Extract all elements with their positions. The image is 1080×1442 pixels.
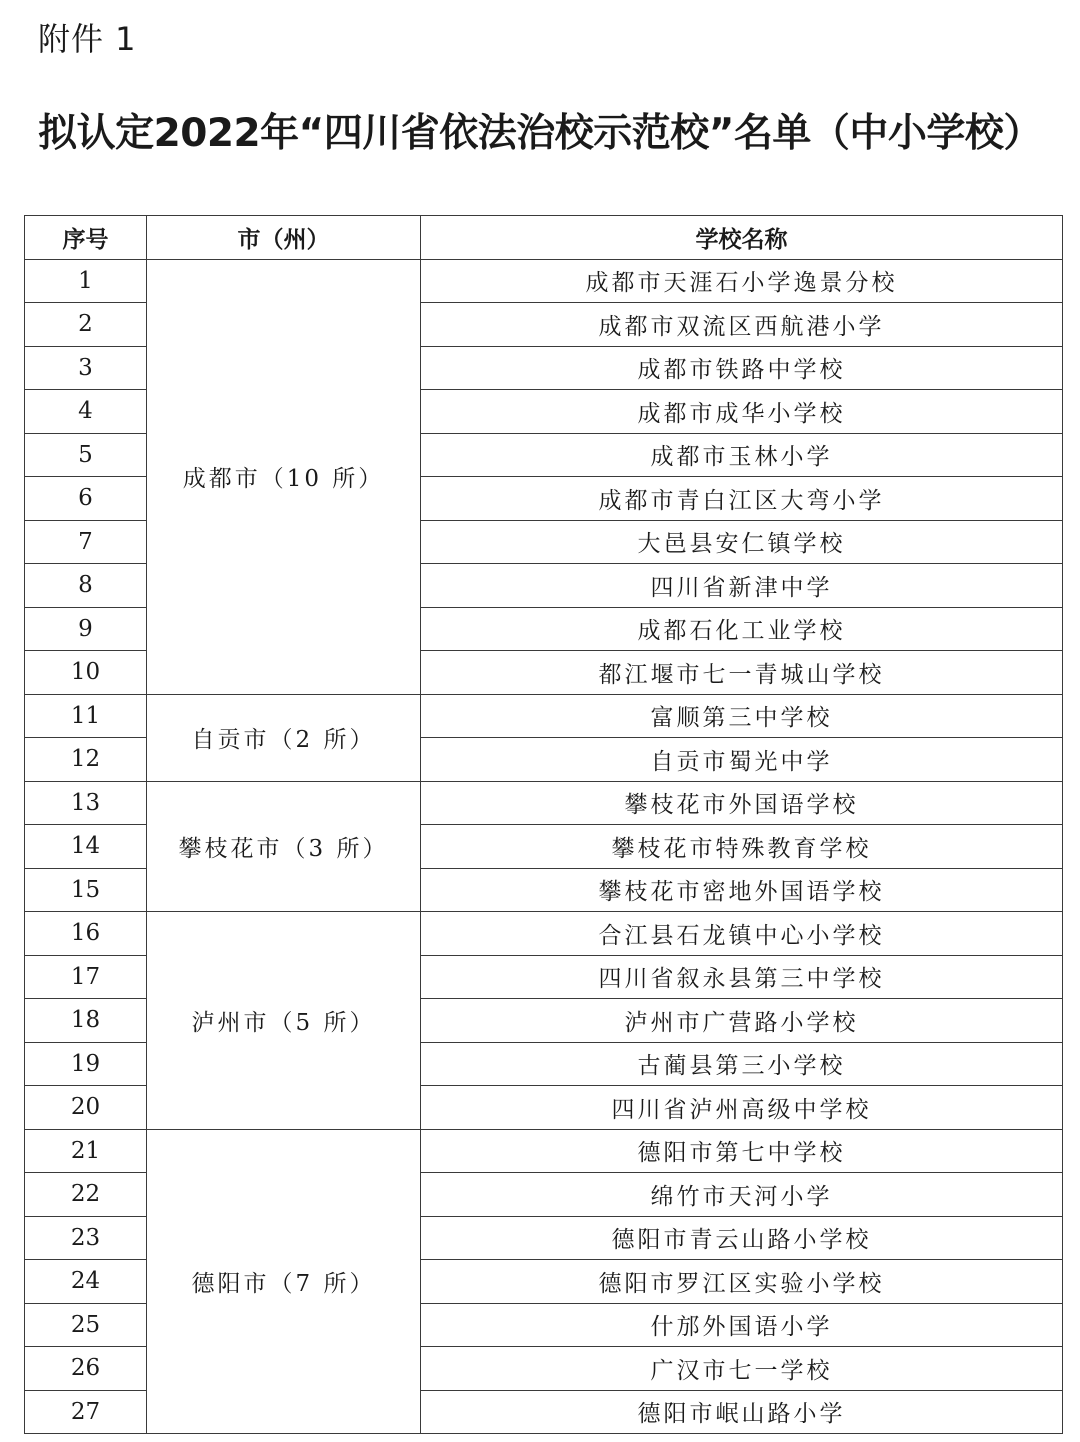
school-name-cell: 德阳市青云山路小学校	[421, 1216, 1063, 1260]
school-name-cell: 都江堰市七一青城山学校	[421, 651, 1063, 695]
row-number: 5	[25, 433, 147, 477]
school-list-table	[24, 215, 1063, 1434]
city-cell: 成都市（10 所）	[147, 259, 421, 694]
row-number: 3	[25, 346, 147, 390]
school-name-cell: 成都市双流区西航港小学	[421, 303, 1063, 347]
row-number: 9	[25, 607, 147, 651]
row-number: 16	[25, 912, 147, 956]
table-row	[25, 781, 1063, 825]
school-name-cell: 古蔺县第三小学校	[421, 1042, 1063, 1086]
header-city: 市（州）	[147, 216, 421, 260]
school-name-cell: 成都市青白江区大弯小学	[421, 477, 1063, 521]
school-name-cell: 大邑县安仁镇学校	[421, 520, 1063, 564]
row-number: 22	[25, 1173, 147, 1217]
school-name-cell: 攀枝花市密地外国语学校	[421, 868, 1063, 912]
row-number: 10	[25, 651, 147, 695]
school-name-cell: 什邡外国语小学	[421, 1303, 1063, 1347]
school-name-cell: 富顺第三中学校	[421, 694, 1063, 738]
row-number: 11	[25, 694, 147, 738]
school-name-cell: 成都市成华小学校	[421, 390, 1063, 434]
school-name-cell: 绵竹市天河小学	[421, 1173, 1063, 1217]
school-name-cell: 广汉市七一学校	[421, 1347, 1063, 1391]
row-number: 13	[25, 781, 147, 825]
row-number: 6	[25, 477, 147, 521]
row-number: 20	[25, 1086, 147, 1130]
page-title: 拟认定2022年“四川省依法治校示范校”名单（中小学校）	[38, 111, 1042, 156]
city-cell: 泸州市（5 所）	[147, 912, 421, 1130]
row-number: 1	[25, 259, 147, 303]
school-name-cell: 四川省泸州高级中学校	[421, 1086, 1063, 1130]
row-number: 24	[25, 1260, 147, 1304]
row-number: 17	[25, 955, 147, 999]
header-school-name: 学校名称	[421, 216, 1063, 260]
row-number: 18	[25, 999, 147, 1043]
row-number: 26	[25, 1347, 147, 1391]
row-number: 27	[25, 1390, 147, 1434]
row-number: 21	[25, 1129, 147, 1173]
row-number: 14	[25, 825, 147, 869]
row-number: 2	[25, 303, 147, 347]
city-cell: 攀枝花市（3 所）	[147, 781, 421, 912]
city-cell: 自贡市（2 所）	[147, 694, 421, 781]
school-name-cell: 四川省叙永县第三中学校	[421, 955, 1063, 999]
school-name-cell: 攀枝花市外国语学校	[421, 781, 1063, 825]
school-name-cell: 泸州市广营路小学校	[421, 999, 1063, 1043]
school-name-cell: 德阳市岷山路小学	[421, 1390, 1063, 1434]
attachment-label: 附件 1	[38, 20, 137, 58]
header-number: 序号	[25, 216, 147, 260]
row-number: 25	[25, 1303, 147, 1347]
city-cell: 德阳市（7 所）	[147, 1129, 421, 1434]
row-number: 19	[25, 1042, 147, 1086]
school-name-cell: 德阳市罗江区实验小学校	[421, 1260, 1063, 1304]
row-number: 12	[25, 738, 147, 782]
row-number: 7	[25, 520, 147, 564]
table-header-row	[25, 216, 1063, 260]
row-number: 8	[25, 564, 147, 608]
school-name-cell: 合江县石龙镇中心小学校	[421, 912, 1063, 956]
table-row	[25, 912, 1063, 956]
row-number: 15	[25, 868, 147, 912]
school-name-cell: 成都市玉林小学	[421, 433, 1063, 477]
table-row	[25, 694, 1063, 738]
table-row	[25, 1129, 1063, 1173]
row-number: 23	[25, 1216, 147, 1260]
school-name-cell: 自贡市蜀光中学	[421, 738, 1063, 782]
school-name-cell: 德阳市第七中学校	[421, 1129, 1063, 1173]
school-name-cell: 成都市天涯石小学逸景分校	[421, 259, 1063, 303]
school-name-cell: 成都市铁路中学校	[421, 346, 1063, 390]
table-body	[25, 259, 1063, 1434]
school-name-cell: 四川省新津中学	[421, 564, 1063, 608]
school-name-cell: 攀枝花市特殊教育学校	[421, 825, 1063, 869]
school-name-cell: 成都石化工业学校	[421, 607, 1063, 651]
table-row	[25, 259, 1063, 303]
row-number: 4	[25, 390, 147, 434]
